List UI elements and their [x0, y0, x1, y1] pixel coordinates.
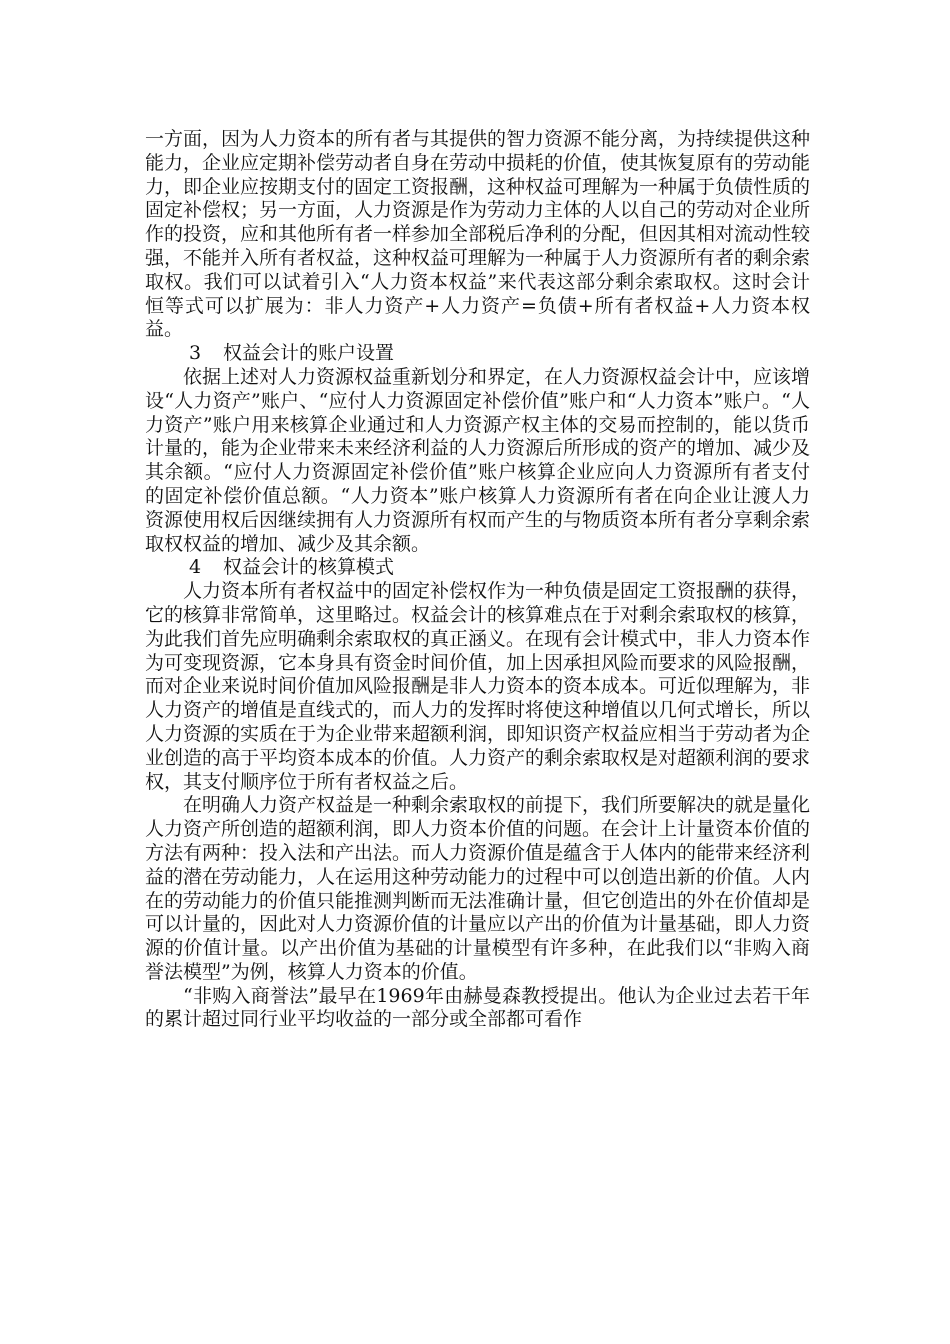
section-number: 4	[189, 556, 202, 579]
section-number: 3	[189, 342, 202, 365]
section-title: 权益会计的核算模式	[223, 556, 395, 579]
document-page	[145, 128, 810, 1032]
paragraph-goodwill-method: “非购入商誉法”最早在1969年由赫曼森教授提出。他认为企业过去若干年的累计超过同行业平均收益的一部分或全部都可看作	[145, 984, 810, 1031]
paragraph-human-capital-equity: 一方面，因为人力资本的所有者与其提供的智力资源不能分离，为持续提供这种能力，企业应定期补偿劳动者自身在劳动中损耗的价值，使其恢复原有的劳动能力，即企业应按期支付的固定工资报酬，这种权益可理解为一种属于负债性质的固定补偿权；另一方面，人力资源是作为劳动力主体的人以自己的劳动对企业所作的投资，应和其他所有者一样参加全部税后净利的分配，但因其相对流动性较强，不能并入所有者权益，这种权益可理解为一种属于人力资源所有者的剩余索取权。我们可以试着引入“人力资本权益”来代表这部分剩余索取权。这时会计恒等式可以扩展为：非人力资产+人力资产=负债+所有者权益+人力资本权益。	[145, 128, 811, 341]
section-heading-4	[145, 556, 810, 580]
paragraph-account-setup: 依据上述对人力资源权益重新划分和界定，在人力资源权益会计中，应该增设“人力资产”账户、“应付人力资源固定补偿价值”账户和“人力资本”账户。“人力资产”账户用来核算企业通过和人力资源产权主体的交易而控制的，能以货币计量的，能为企业带来未来经济利益的人力资源后所形成的资产的增加、减少及其余额。“应付人力资源固定补偿价值”账户核算企业应向人力资源所有者支付的固定补偿价值总额。“人力资本”账户核算人力资源所有者在向企业让渡人力资源使用权后因继续拥有人力资源所有权而产生的与物质资本所有者分享剩余索取权权益的增加、减少及其余额。	[145, 365, 811, 555]
section-title: 权益会计的账户设置	[223, 342, 395, 365]
paragraph-accounting-model: 人力资本所有者权益中的固定补偿权作为一种负债是固定工资报酬的获得，它的核算非常简单，这里略过。权益会计的核算难点在于对剩余索取权的核算，为此我们首先应明确剩余索取权的真正涵义。在现有会计模式中，非人力资本作为可变现资源，它本身具有资金时间价值，加上因承担风险而要求的风险报酬，而对企业来说时间价值加风险报酬是非人力资本的资本成本。可近似理解为，非人力资产的增值是直线式的，而人力的发挥时将使这种增值以几何式增长，所以人力资源的实质在于为企业带来超额利润，即知识资产权益应相当于劳动者为企业创造的高于平均资本成本的价值。人力资产的剩余索取权是对超额利润的要求权，其支付顺序位于所有者权益之后。	[145, 580, 811, 793]
paragraph-residual-claim: 在明确人力资产权益是一种剩余索取权的前提下，我们所要解决的就是量化人力资产所创造的超额利润，即人力资本价值的问题。在会计上计量资本价值的方法有两种：投入法和产出法。而人力资源价值是蕴含于人体内的能带来经济利益的潜在劳动能力，人在运用这种劳动能力的过程中可以创造出新的价值。人内在的劳动能力的价值只能推测判断而无法准确计量，但它创造出的外在价值却是可以计量的，因此对人力资源价值的计量应以产出的价值为计量基础，即人力资源的价值计量。以产出价值为基础的计量模型有许多种，在此我们以“非购入商誉法模型”为例，核算人力资本的价值。	[145, 794, 811, 983]
section-heading-3	[145, 342, 810, 366]
